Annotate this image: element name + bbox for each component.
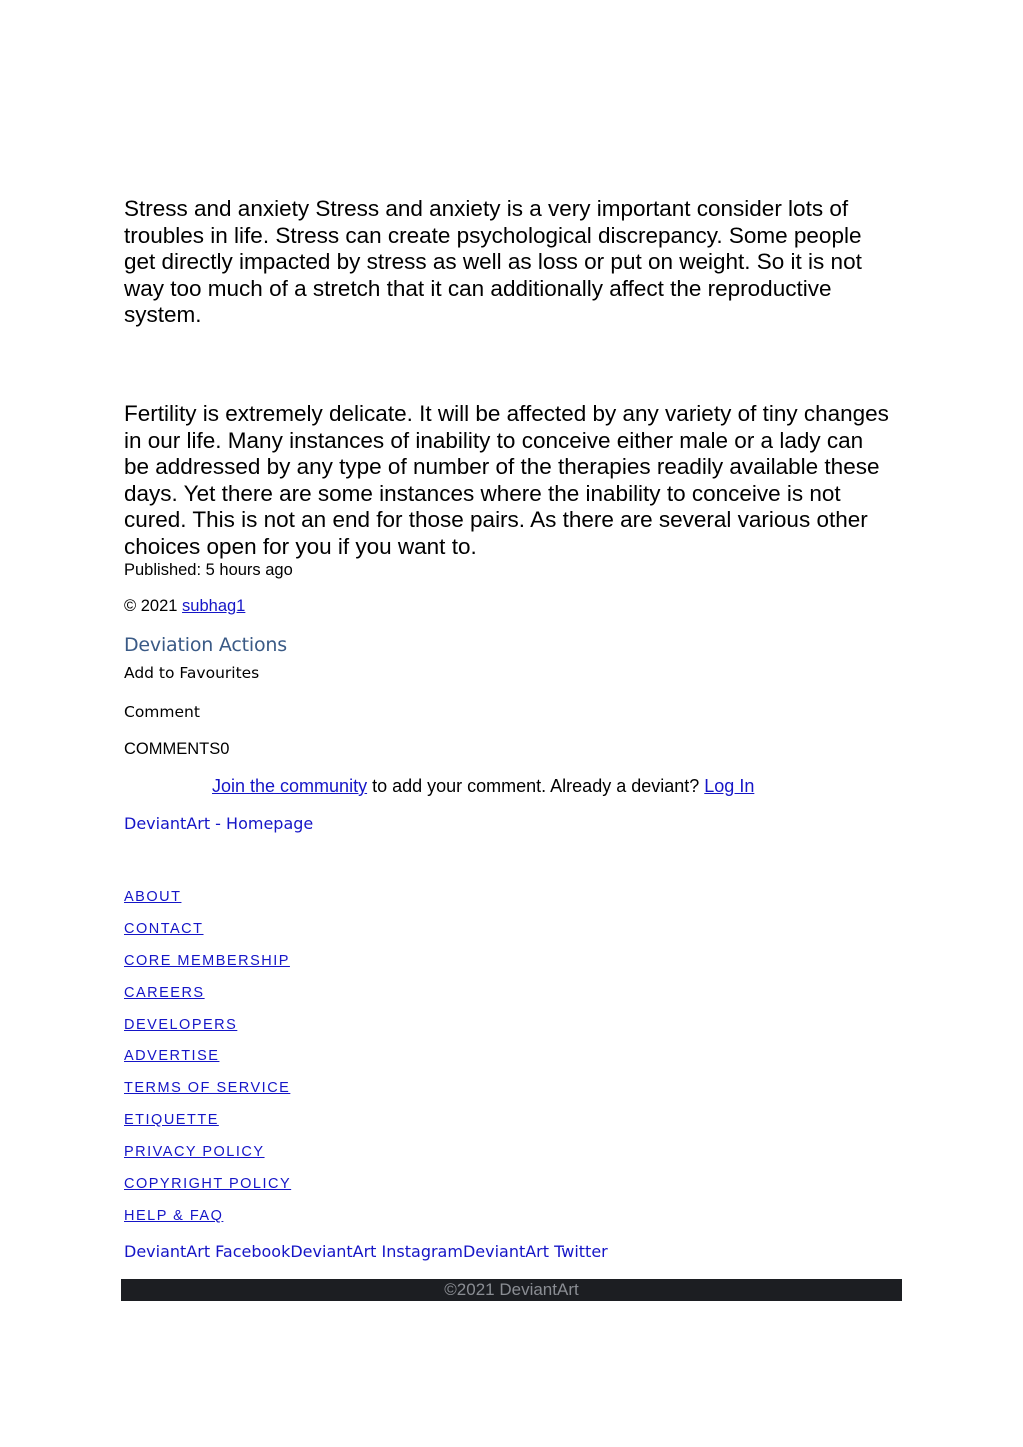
published-date: Published: 5 hours ago — [124, 561, 293, 579]
facebook-link[interactable]: DeviantArt Facebook — [124, 1242, 291, 1261]
join-community-line — [212, 776, 754, 797]
copyright-prefix: © 2021 — [124, 597, 183, 615]
footer-link-help-faq[interactable]: HELP & FAQ — [124, 1208, 224, 1224]
footer-link-terms-of-service[interactable]: TERMS OF SERVICE — [124, 1080, 291, 1096]
footer-link-etiquette[interactable]: ETIQUETTE — [124, 1112, 219, 1128]
comments-header: COMMENTS0 — [124, 740, 230, 758]
footer-copyright: ©2021 DeviantArt — [444, 1280, 579, 1299]
footer-link-about[interactable]: ABOUT — [124, 889, 182, 905]
footer-copyright-bar — [121, 1279, 902, 1301]
footer-link-core-membership[interactable]: CORE MEMBERSHIP — [124, 953, 290, 969]
footer-link-copyright-policy[interactable]: COPYRIGHT POLICY — [124, 1176, 292, 1192]
instagram-link[interactable]: DeviantArt Instagram — [290, 1242, 463, 1261]
join-community-link[interactable]: Join the community — [212, 776, 368, 796]
footer-link-advertise[interactable]: ADVERTISE — [124, 1048, 220, 1064]
social-links — [124, 1242, 608, 1261]
article-paragraph-1: Stress and anxiety Stress and anxiety is a very important consider lots of troubles in life. Stress can create psychological discrepancy. Some people get directly impacted by stress as well as loss or put on weight. So it is not way too much of a stretch that it can additionally affect the reproductive system. — [124, 196, 862, 328]
join-text: to add your comment. Already a deviant? — [367, 776, 705, 796]
article-paragraph-2: Fertility is extremely delicate. It will be affected by any variety of tiny changes in our life. Many instances of inability to conceive either male or a lady can be addressed by any type of number of the therapies readily available these days. Yet there are some instances where the inability to conceive is not cured. This is not an end for those pairs. As there are several various other choices open for you if you want to. — [124, 401, 889, 559]
footer-link-careers[interactable]: CAREERS — [124, 985, 205, 1001]
comment-button[interactable]: Comment — [124, 703, 200, 721]
footer-link-privacy-policy[interactable]: PRIVACY POLICY — [124, 1144, 265, 1160]
deviation-actions-heading: Deviation Actions — [124, 634, 287, 656]
footer-link-contact[interactable]: CONTACT — [124, 921, 204, 937]
add-to-favourites-button[interactable]: Add to Favourites — [124, 664, 260, 682]
author-link[interactable]: subhag1 — [182, 597, 246, 615]
twitter-link[interactable]: DeviantArt Twitter — [462, 1242, 608, 1261]
footer-link-developers[interactable]: DEVELOPERS — [124, 1017, 238, 1033]
copyright-line — [124, 597, 245, 616]
login-link[interactable]: Log In — [704, 776, 755, 796]
deviantart-homepage-link[interactable]: DeviantArt - Homepage — [124, 814, 314, 833]
